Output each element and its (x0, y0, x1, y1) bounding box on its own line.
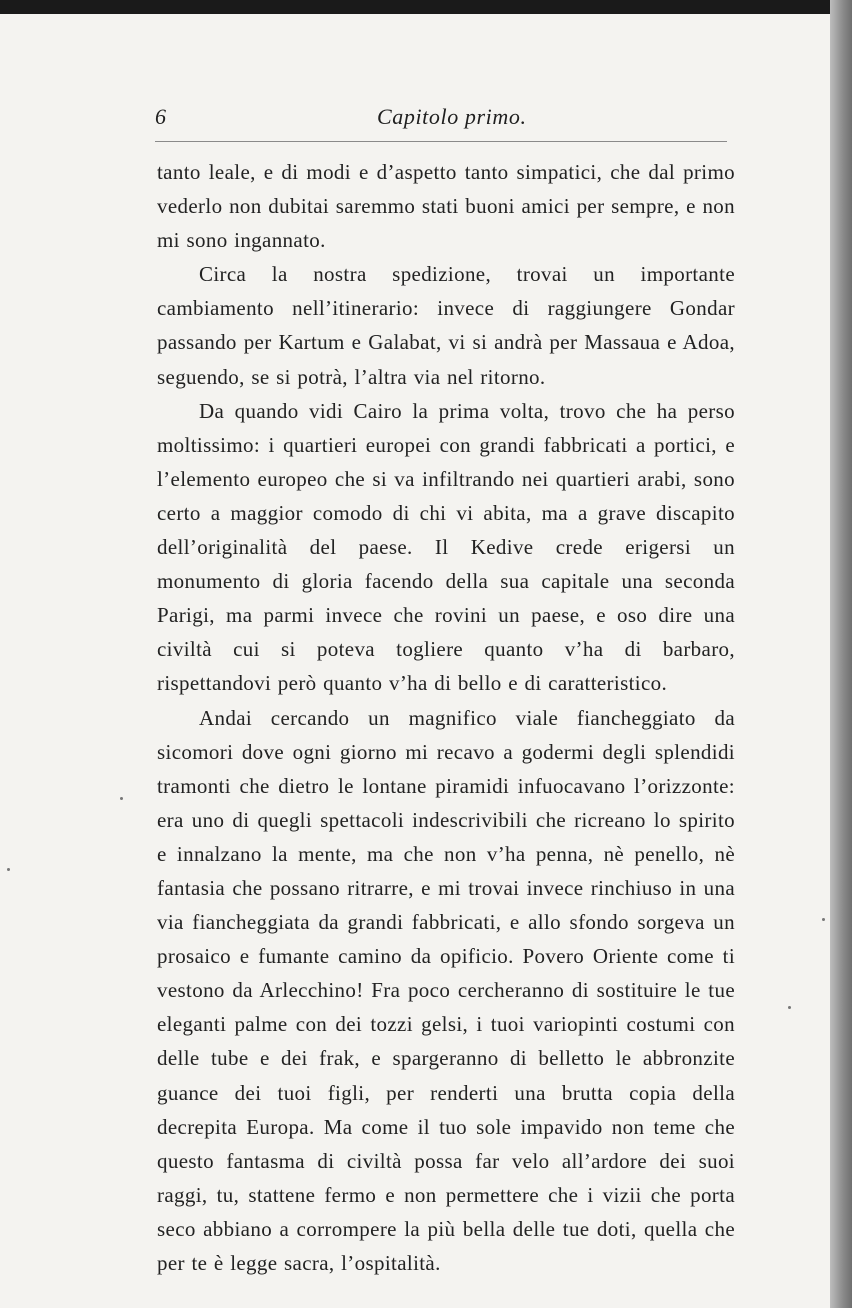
header-rule (155, 141, 727, 142)
paragraph: Da quando vidi Cairo la prima volta, trovo che ha perso moltissimo: i quartieri europei con grandi fabbricati a portici, e l’elemento europeo che si va infiltrando nei quartieri arabi, sono certo a maggior comodo di chi vi abita, ma a grave discapito dell’originalità del paese. Il Kedive crede erigersi un monumento di gloria facendo della sua capitale una seconda Parigi, ma parmi invece che rovini un paese, e oso dire una civiltà cui si poteva togliere quanto v’ha di barbaro, rispettandovi però quanto v’ha di bello e di caratteristico. (157, 398, 735, 696)
paragraph: Andai cercando un magnifico viale fiancheggiato da sicomori dove ogni giorno mi recavo a godermi degli splendidi tramonti che dietro le lontane piramidi infuocavano l’orizzonte: era uno di quegli spettacoli indescrivibili che ricreano lo spirito e innalzano la mente, ma che non v’ha penna, nè penello, nè fantasia che possano ritrarre, e mi trovai invece rinchiuso in una via fiancheggiata da grandi fabbricati, e allo sfondo sorgeva un prosaico e fumante camino da opificio. Povero Oriente come ti vestono da Arlecchino! Fra poco cercheranno di sostituire le tue eleganti palme con dei tozzi gelsi, i tuoi variopinti costumi con delle tube e dei frak, e spargeranno di belletto le abbronzite guance dei tuoi figli, per renderti una brutta copia della decrepita Europa. Ma come il tuo sole impavido non teme che questo fantasma di civiltà possa far velo all’ardore dei suoi raggi, tu, stattene fermo e non permettere che i vizii che porta seco abbiano a corrompere la più bella delle tue doti, quella che per te è legge sacra, l’ospitalità. (157, 705, 735, 1275)
page-header (155, 104, 727, 134)
scan-speck (788, 1006, 791, 1009)
paragraph-continuation: tanto leale, e di modi e d’aspetto tanto simpatici, che dal primo vederlo non dubitai saremmo stati buoni amici per sempre, e non mi sono ingannato. (157, 160, 735, 253)
running-title: Capitolo primo. (377, 104, 527, 129)
scan-right-edge (830, 0, 852, 1308)
scan-speck (7, 868, 10, 871)
scan-speck (120, 797, 123, 800)
paragraph: Circa la nostra spedizione, trovai un importante cambiamento nell’itinerario: invece di raggiungere Gondar passando per Kartum e Galabat, vi si andrà per Massaua e Adoa, seguendo, se si potrà, l’altra via nel ritorno. (157, 262, 735, 389)
body-text (157, 155, 735, 1280)
page-number: 6 (155, 104, 167, 129)
scan-top-border (0, 0, 852, 14)
scan-speck (822, 918, 825, 921)
